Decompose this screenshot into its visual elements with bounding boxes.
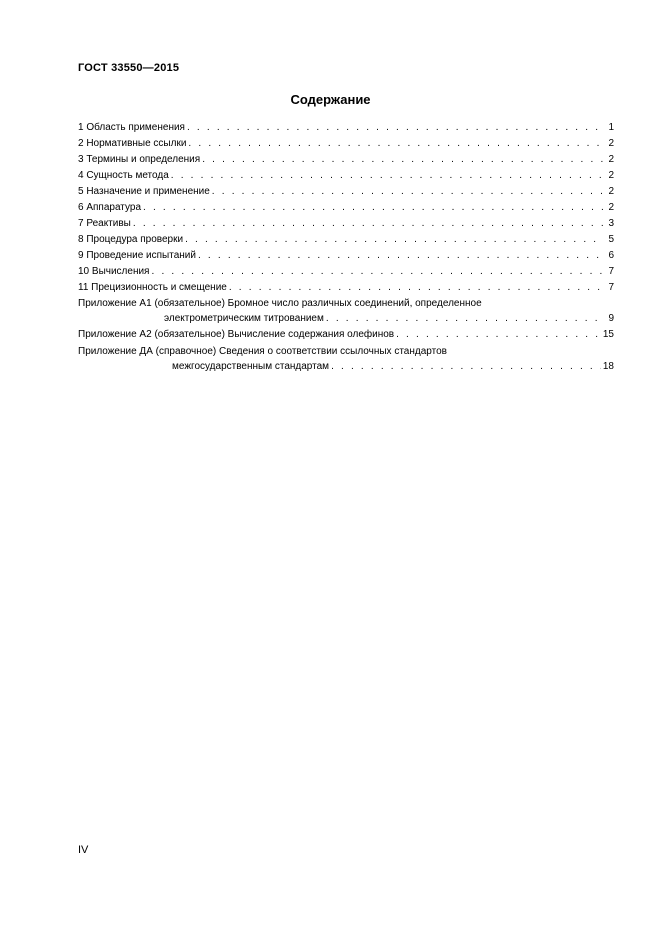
toc-entry-title: 8 Процедура проверки — [78, 234, 184, 245]
toc-appendix-entry[interactable] — [78, 328, 614, 344]
toc-entry-title: 11 Прецизионность и смещение — [78, 282, 227, 293]
standard-header: ГОСТ 33550—2015 — [78, 62, 180, 74]
toc-appendix-title-continued: электрометрическим титрованием — [164, 313, 324, 324]
toc-entry-page: 7 — [608, 266, 614, 277]
toc-entry-page: 5 — [608, 234, 614, 245]
toc-entry-page: 2 — [608, 138, 614, 149]
dot-leader — [133, 217, 604, 231]
dot-leader — [229, 281, 604, 295]
toc-entry-title: 2 Нормативные ссылки — [78, 138, 187, 149]
toc-appendix-entry[interactable] — [78, 297, 614, 328]
toc-entry[interactable] — [78, 233, 614, 249]
toc-entry[interactable] — [78, 169, 614, 185]
toc-entry-title: 1 Область применения — [78, 122, 185, 133]
toc-appendix-title: Приложение А2 (обязательное) Вычисление содержания олефинов — [78, 329, 395, 340]
dot-leader — [151, 265, 604, 279]
dot-leader — [143, 201, 604, 215]
toc-entry[interactable] — [78, 249, 614, 265]
toc-entry-page: 2 — [608, 170, 614, 181]
dot-leader — [331, 360, 601, 374]
dot-leader — [188, 137, 604, 151]
toc-entry-page: 18 — [602, 361, 614, 372]
dot-leader — [326, 312, 604, 326]
toc-appendix-entry[interactable] — [78, 345, 614, 376]
table-of-contents — [78, 121, 614, 376]
toc-entry[interactable] — [78, 137, 614, 153]
toc-entry-title: 10 Вычисления — [78, 266, 150, 277]
toc-entry-title: 3 Термины и определения — [78, 154, 201, 165]
page-number: IV — [78, 844, 89, 856]
toc-entry-page: 6 — [608, 250, 614, 261]
toc-entry-title: 9 Проведение испытаний — [78, 250, 196, 261]
toc-entry-title: 4 Сущность метода — [78, 170, 169, 181]
toc-entry-page: 2 — [608, 154, 614, 165]
toc-entry[interactable] — [78, 121, 614, 137]
toc-entry-title: 6 Аппаратура — [78, 202, 142, 213]
dot-leader — [185, 233, 604, 247]
toc-entry-page: 1 — [608, 122, 614, 133]
toc-entry-title: 7 Реактивы — [78, 218, 131, 229]
toc-entry-page: 2 — [608, 186, 614, 197]
toc-entry-page: 9 — [608, 313, 614, 324]
toc-appendix-title-continued: межгосударственным стандартам — [172, 361, 330, 372]
dot-leader — [212, 185, 604, 199]
toc-entry[interactable] — [78, 185, 614, 201]
toc-entry[interactable] — [78, 217, 614, 233]
toc-entry-page: 3 — [608, 218, 614, 229]
dot-leader — [171, 169, 604, 183]
toc-entry[interactable] — [78, 281, 614, 296]
toc-appendix-title: Приложение ДА (справочное) Сведения о соответствии ссылочных стандартов — [78, 346, 447, 357]
toc-title: Содержание — [290, 92, 371, 107]
toc-entry-title: 5 Назначение и применение — [78, 186, 210, 197]
dot-leader — [202, 153, 604, 167]
dot-leader — [198, 249, 604, 263]
dot-leader — [396, 328, 601, 342]
toc-entry-page: 7 — [608, 282, 614, 293]
toc-entry[interactable] — [78, 265, 614, 281]
toc-entry[interactable] — [78, 201, 614, 217]
toc-entry-page: 15 — [602, 329, 614, 340]
toc-entry-page: 2 — [608, 202, 614, 213]
dot-leader — [187, 121, 604, 135]
toc-appendix-title: Приложение А1 (обязательное) Бромное число различных соединений, определенное — [78, 298, 482, 309]
toc-entry[interactable] — [78, 153, 614, 169]
